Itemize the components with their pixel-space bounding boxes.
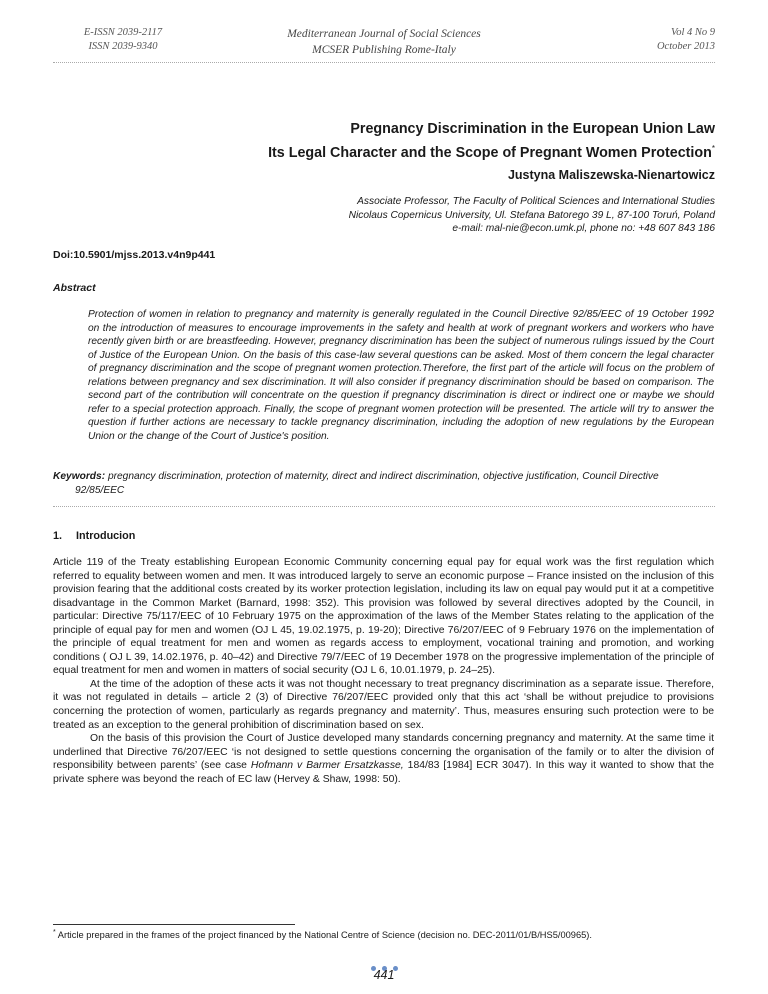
paragraph-2: At the time of the adoption of these acts it was not thought necessary to treat pregnancy discrimination as a separate issue. Therefore, it was not regulated in details – article 2 (3) of Directive 76/207/EEC provided only that this act ‘shall be without prejudice to provisions concerning the protection of women, particularly as regards pregnancy and maternity’. Thus, measures ensuring such protection were to be treated as an exception to the general prohibition of discrimination based on sex.	[53, 678, 714, 731]
footnote-divider	[53, 924, 295, 925]
title-line-2	[268, 139, 715, 163]
abstract-divider	[53, 506, 715, 507]
title-line-2-text: Its Legal Character and the Scope of Pregnant Women Protection	[268, 144, 712, 161]
article-title	[268, 120, 715, 163]
affiliation-line-1: Associate Professor, The Faculty of Political Sciences and International Studies	[357, 196, 715, 207]
author-name: Justyna Maliszewska-Nienartowicz	[507, 168, 715, 182]
affiliation-line-3: e-mail: mal-nie@econ.umk.pl, phone no: +48 607 843 186	[452, 223, 715, 235]
paragraph-1: Article 119 of the Treaty establishing European Economic Community concerning equal pay for equal work was the first regulation which referred to equality between women and men. It was introduced largely to serve an economic purpose – France insisted on the inclusion of this provision fearing that the additional costs created by its worker protection legislation, including its law on equal pay would put it at a competitive disadvantage in the Common Market (Barnard, 1998: 352). This provision was followed by several directives adopted by the Council, in particular: Directive 75/117/EEC of 10 February 1975 on the approximation of the laws of the Member States relating to the application of the principle of equal pay for men and women (OJ L 45, 19.02.1975, p. 19-20); Directive 76/207/EEC of 9 February 1976 on the implementation of the principle of equal treatment for men and women as regards access to employment, vocational training and promotion, and working conditions ( OJ L 39, 14.02.1976, p. 40–42) and Directive 79/7/EEC of 19 December 1978 on the progressive implementation of the principle of equal treatment for men and women in matters of social security (OJ L 6, 10.01.1979, p. 24–25).	[53, 557, 714, 677]
abstract-text: Protection of women in relation to pregnancy and maternity is generally regulated in the Council Directive 92/85/EEC of 19 October 1992 on the introduction of measures to encourage improvements in the safety and health at work of pregnant workers and workers who have recently given birth or are breastfeeding. However, pregnancy discrimination has been the subject of numerous rulings issued by the Court of Justice of the European Union. On the basis of this case-law several questions can be asked. Most of them concern the legal character of pregnancy discrimination and the scope of pregnant women protection.Therefore, the first part of the article will focus on the problem of relations between pregnancy and sex discrimination. It will also consider if pregnancy discrimination should be based on comparison. The second part of the contribution will concentrate on the question if pregnancy discrimination is direct or indirect one or maybe we should refer to a special protection approach. Finally, the scope of pregnant women protection will be presented. The article will try to answer the question if further actions are necessary to tackle pregnancy discrimination, including the adoption of new regulations by the European Union or the change of the Court of Justice's position.	[88, 309, 714, 442]
header-volume-block	[575, 26, 715, 54]
abstract-heading: Abstract	[53, 282, 96, 294]
volume: Vol 4 No 9	[670, 27, 715, 38]
footnote	[53, 929, 592, 940]
issue-date: October 2013	[656, 41, 715, 52]
publisher: MCSER Publishing Rome-Italy	[312, 44, 456, 56]
issn: ISSN 2039-9340	[88, 41, 158, 52]
body-text	[53, 556, 714, 786]
doi[interactable]: Doi:10.5901/mjss.2013.v4n9p441	[53, 249, 216, 261]
keywords-line-2: 92/85/EEC	[75, 484, 125, 496]
keywords-label: Keywords:	[53, 471, 106, 482]
paragraph-3-part-b: 184/83 [1984] ECR 3047). In this way it wanted to show that the private sphere was beyond the reach of EC law (Hervey & Shaw, 1998: 50).	[53, 760, 715, 785]
paragraph-3	[53, 732, 714, 786]
eissn: E-ISSN 2039-2117	[83, 27, 163, 38]
header-issn-block	[53, 26, 193, 54]
footnote-marker[interactable]: *	[711, 144, 715, 153]
author-affiliation	[349, 195, 715, 236]
section-number: 1.	[53, 530, 63, 542]
page-ornament-dots	[362, 958, 406, 964]
section-title: Introducion	[76, 530, 136, 542]
footnote-text: Article prepared in the frames of the project financed by the National Centre of Science (decision no. DEC-2011/01/B/HS5/00965).	[55, 930, 592, 941]
keywords	[53, 470, 714, 497]
section-heading	[53, 530, 135, 542]
header-divider	[53, 62, 715, 63]
case-name: Hofmann v Barmer Ersatzkasse,	[250, 760, 404, 772]
journal-name: Mediterranean Journal of Social Sciences	[287, 28, 481, 40]
footnote-star: *	[53, 929, 56, 936]
paragraph-3-part-a: On the basis of this provision the Court of Justice developed many standards concerning pregnancy and maternity. At the same time it underlined that Directive 76/207/EEC ‘is not designed to settle questions concerning the organisation of the family or to alter the division of responsibility between parents’ (see case	[53, 733, 714, 772]
affiliation-line-2: Nicolaus Copernicus University, Ul. Stefana Batorego 39 L, 87-100 Toruń, Poland	[348, 209, 715, 221]
page-number: 441	[373, 968, 395, 982]
title-line-1: Pregnancy Discrimination in the European Union Law	[350, 121, 715, 137]
keywords-line-1: pregnancy discrimination, protection of maternity, direct and indirect discrimination, objective justification, Council Directive	[107, 471, 659, 482]
header-journal-block	[200, 26, 568, 58]
